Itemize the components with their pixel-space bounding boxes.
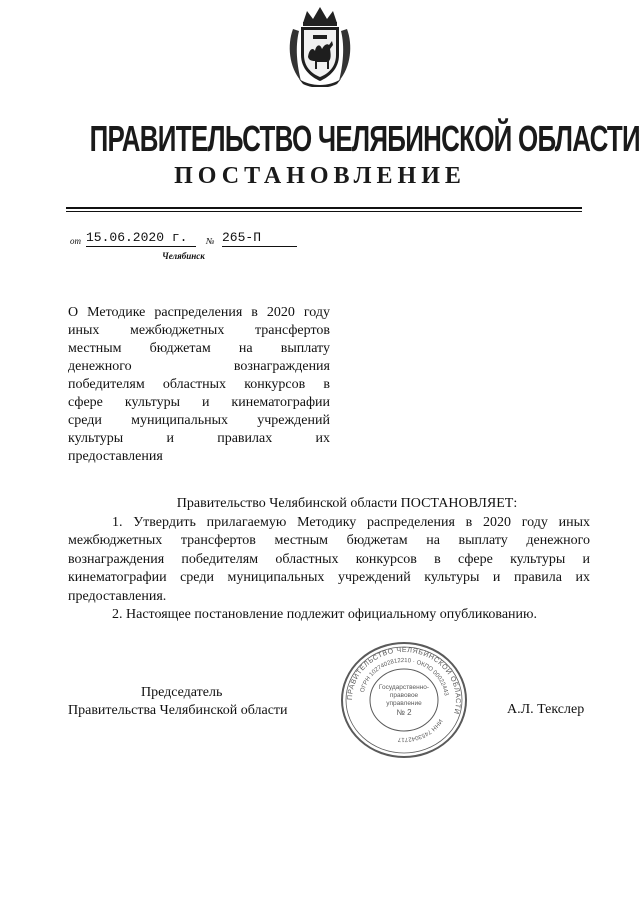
signatory-name: А.Л. Текслер — [507, 702, 585, 717]
date-prefix-label: от — [70, 236, 81, 246]
header-rule-thin — [66, 211, 582, 212]
stamp-outer-text: ПРАВИТЕЛЬСТВО ЧЕЛЯБИНСКОЙ ОБЛАСТИ — [346, 646, 462, 716]
subject-line: иных межбюджетных трансфертов — [68, 323, 330, 338]
government-title: ПРАВИТЕЛЬСТВО ЧЕЛЯБИНСКОЙ ОБЛАСТИ — [89, 118, 640, 159]
subject-line: О Методике распределения в 2020 году — [68, 305, 330, 320]
number-sign-label: № — [206, 236, 215, 246]
subject-line: культуры и правилах их — [68, 431, 330, 446]
stamp-center-line3: управление — [386, 700, 422, 707]
official-stamp — [338, 640, 470, 760]
document-number: 265-П — [222, 230, 297, 247]
item-1-paragraph: 1. Утвердить прилагаемую Методику распределения в 2020 году иных межбюджетных трансфертов местным бюджетам на выплату денежного вознаграждения победителям областных конкурсов в сфере культуры и кинематографии среди муниципальных учреждений культуры и правила их предоставления. — [68, 514, 590, 604]
subject-line: победителям областных конкурсов в — [68, 377, 330, 392]
subject-line: предоставления — [68, 449, 163, 464]
header-rule-thick — [66, 207, 582, 209]
coat-of-arms-emblem — [287, 5, 353, 87]
item-2-paragraph: 2. Настоящее постановление подлежит официальному опубликованию. — [112, 607, 537, 622]
stamp-codes-text: ОГРН 1027402812210 · ОКПО 00022443 — [359, 657, 449, 697]
city-label: Челябинск — [162, 251, 205, 261]
stamp-center-number: № 2 — [396, 708, 412, 717]
subject-line: местным бюджетам на выплату — [68, 341, 330, 356]
subject-line: сфере культуры и кинематографии — [68, 395, 330, 410]
svg-text:ИНН 7453042717 — [397, 718, 443, 742]
subject-line: денежного вознаграждения — [68, 359, 330, 374]
stamp-center-line2: правовое — [389, 692, 419, 699]
signatory-title — [68, 684, 308, 720]
signatory-title-line2: Правительства Челябинской области — [68, 703, 288, 718]
stamp-inn-text: ИНН 7453042717 — [397, 717, 443, 743]
stamp-center-line1: Государственно- — [378, 684, 430, 691]
document-body — [68, 495, 590, 625]
document-type-heading: ПОСТАНОВЛЕНИЕ — [174, 163, 466, 189]
subject-line: среди муниципальных учреждений — [68, 413, 330, 428]
signatory-title-line1: Председатель — [141, 685, 223, 700]
document-date: 15.06.2020 г. — [86, 230, 196, 247]
document-subject — [68, 304, 330, 466]
preamble: Правительство Челябинской области ПОСТАНОВЛЯЕТ: — [176, 496, 518, 511]
